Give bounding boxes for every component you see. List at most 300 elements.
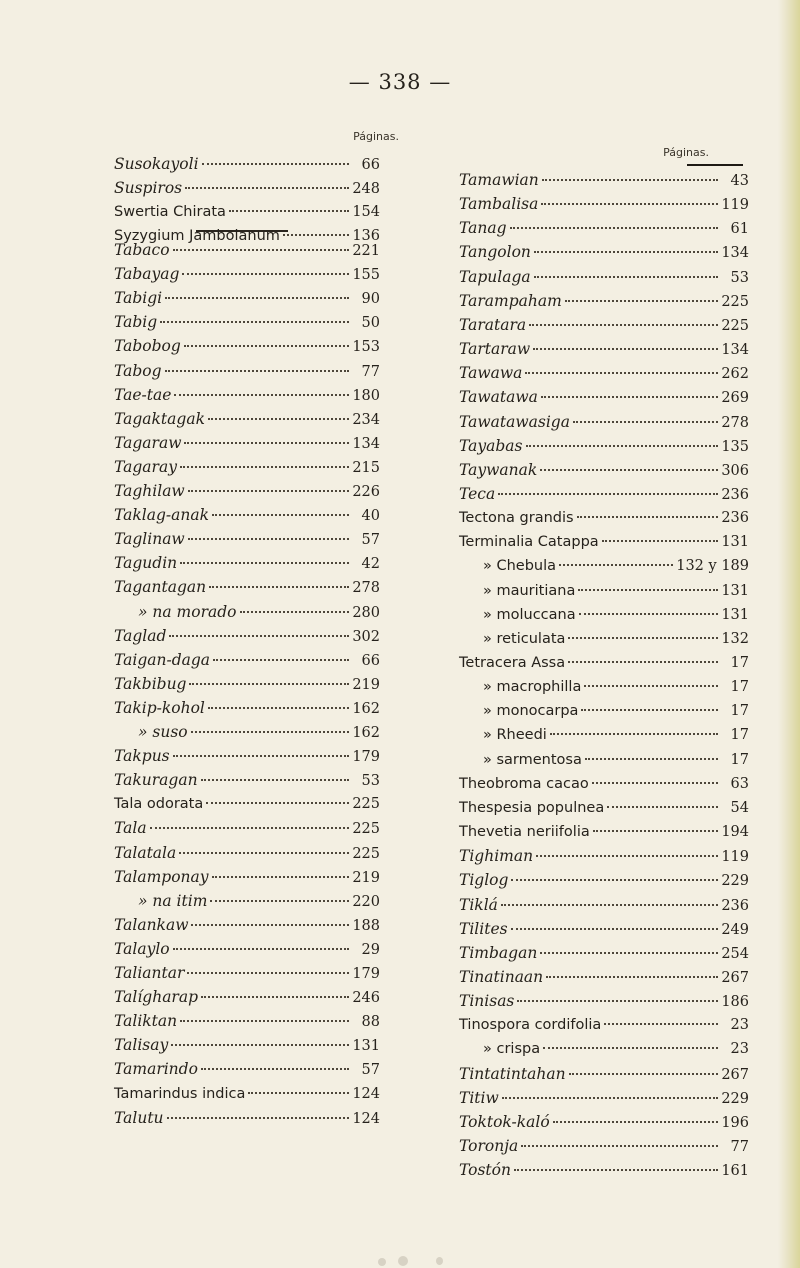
entry-page: 225: [721, 317, 749, 334]
index-entry: [459, 168, 749, 192]
dot-leader: [185, 187, 349, 189]
index-entry: [459, 603, 749, 627]
entry-term: Toronja: [459, 1137, 519, 1155]
index-entry: [459, 1158, 749, 1182]
entry-term: Talígharap: [114, 988, 199, 1007]
dot-leader: [201, 1068, 349, 1070]
dot-leader: [543, 1047, 718, 1049]
entry-page: 134: [721, 342, 749, 359]
index-entry: [459, 868, 749, 892]
entry-page: 236: [721, 510, 749, 527]
entry-term: Taigan-daga: [114, 650, 211, 669]
dot-leader: [514, 1169, 718, 1171]
dot-leader: [578, 589, 718, 591]
entry-page: 153: [352, 339, 380, 356]
entry-term: Taratara: [459, 315, 527, 334]
entry-term: Talamponay: [114, 867, 209, 886]
entry-term: Tae-tae: [114, 385, 172, 404]
entry-term: Tabigi: [114, 289, 163, 308]
dot-leader: [160, 321, 349, 323]
entry-page: 132 y 189: [676, 558, 749, 575]
index-entry: [114, 648, 380, 672]
entry-page: 225: [352, 821, 380, 838]
entry-term: Thevetia neriifolia: [459, 824, 590, 841]
dot-leader: [559, 564, 673, 566]
entry-page: 66: [361, 157, 380, 173]
entry-term: Tangolon: [459, 243, 531, 262]
dot-leader: [208, 418, 349, 420]
entry-term: Tapulaga: [459, 267, 531, 286]
entry-page: 90: [361, 291, 380, 308]
index-entry: [459, 989, 749, 1013]
dot-leader: [565, 300, 718, 302]
index-entry: [459, 361, 749, 385]
index-entry: [459, 1013, 749, 1037]
entry-page: 248: [352, 181, 380, 197]
entry-term: » sarmentosa: [483, 751, 582, 768]
entry-term: Taklag-anak: [114, 506, 209, 525]
entry-term: Taglad: [114, 626, 167, 645]
dot-leader: [179, 852, 349, 854]
entry-term: Tilites: [459, 919, 508, 938]
index-entry: [459, 337, 749, 361]
entry-term: Tagaktagak: [114, 409, 205, 428]
entry-term: Tighiman: [459, 847, 534, 866]
entry-term: Tala odorata: [114, 796, 204, 813]
entry-term: Tamarindo: [114, 1060, 198, 1079]
entry-term: Tartaraw: [459, 340, 531, 359]
dot-leader: [208, 707, 349, 709]
entry-term: » moluccana: [483, 606, 576, 623]
entry-page: 40: [361, 508, 380, 525]
dot-leader: [180, 466, 349, 468]
entry-page: 17: [730, 703, 749, 720]
dot-leader: [174, 394, 349, 396]
index-entry: [459, 530, 749, 554]
entry-page: 162: [352, 725, 380, 741]
entry-page: 236: [721, 486, 749, 503]
dot-leader: [180, 562, 349, 564]
entry-page: 254: [721, 945, 749, 962]
entry-term: Syzygium Jambolanum: [114, 228, 280, 244]
dot-leader: [498, 493, 718, 495]
dot-leader: [209, 586, 349, 588]
index-entry: [114, 672, 380, 696]
dot-leader: [542, 179, 718, 181]
entry-term: Talisay: [114, 1036, 169, 1055]
entry-page: 236: [721, 897, 749, 914]
entry-page: 180: [352, 387, 380, 404]
dot-leader: [593, 830, 718, 832]
dot-leader: [184, 345, 349, 347]
entry-term: Tambalisa: [459, 195, 539, 214]
entry-term: Tawatawa: [459, 388, 538, 407]
entry-page: 179: [352, 749, 380, 766]
entry-term: » monocarpa: [483, 703, 579, 720]
dot-leader: [579, 613, 718, 615]
entry-term: Taliktan: [114, 1012, 178, 1031]
dot-leader: [210, 900, 349, 902]
entry-page: 57: [361, 1062, 380, 1079]
index-entry: [114, 527, 380, 551]
dot-leader: [171, 1044, 349, 1046]
index-entry: [114, 696, 380, 720]
entry-term: Takpus: [114, 747, 170, 766]
entry-term: Tintatintahan: [459, 1064, 566, 1083]
dot-leader: [569, 1073, 718, 1075]
dot-leader: [173, 755, 349, 757]
dot-leader: [584, 685, 718, 687]
index-entry: [114, 768, 380, 792]
entry-term: Tectona grandis: [459, 510, 574, 527]
dot-leader: [526, 445, 719, 447]
entry-page: 131: [721, 606, 749, 623]
dot-leader: [150, 827, 349, 829]
entry-page: 234: [352, 411, 380, 428]
entry-page: 225: [352, 845, 380, 862]
print-speck: [436, 1257, 443, 1265]
print-speck: [398, 1256, 408, 1266]
entry-term: Taghilaw: [114, 482, 185, 500]
index-entry: [114, 383, 380, 407]
dot-leader: [165, 370, 349, 372]
dot-leader: [502, 1097, 718, 1099]
dot-leader: [585, 758, 718, 760]
dot-leader: [568, 661, 718, 663]
entry-page: 226: [352, 484, 380, 500]
index-entry: [459, 265, 749, 289]
entry-term: Tanag: [459, 219, 507, 238]
entry-term: » suso: [138, 723, 188, 741]
entry-page: 131: [721, 534, 749, 551]
index-entry: [114, 359, 380, 383]
index-entry: [114, 841, 380, 865]
entry-page: 225: [352, 796, 380, 813]
index-entry: [114, 286, 380, 310]
entry-page: 57: [361, 532, 380, 549]
dot-leader: [577, 516, 718, 518]
index-entry: [459, 313, 749, 337]
entry-page: 17: [730, 655, 749, 671]
entry-page: 61: [730, 221, 749, 238]
entry-term: Tagudin: [114, 554, 178, 573]
index-entry: [459, 1062, 749, 1086]
entry-page: 278: [352, 580, 380, 597]
entry-page: 131: [352, 1038, 380, 1055]
index-entry: [114, 1082, 380, 1106]
index-entry: [114, 262, 380, 286]
entry-term: Tala: [114, 819, 147, 838]
index-entry: [114, 1009, 380, 1033]
entry-term: Takuragan: [114, 771, 198, 790]
entry-term: Tabobog: [114, 337, 181, 356]
entry-page: 219: [352, 676, 380, 693]
entry-term: Tinospora cordifolia: [459, 1017, 602, 1034]
dot-leader: [553, 1121, 718, 1123]
dot-leader: [187, 972, 349, 974]
entry-term: Talatala: [114, 843, 177, 862]
entry-page: 77: [730, 1139, 749, 1155]
index-entry: [459, 410, 749, 434]
dot-leader: [534, 276, 718, 278]
entry-page: 229: [721, 873, 749, 890]
dot-leader: [188, 490, 349, 492]
entry-term: Thespesia populnea: [459, 799, 605, 816]
entry-page: 161: [721, 1163, 749, 1180]
dot-leader: [240, 611, 350, 613]
dot-leader: [511, 879, 718, 881]
entry-page: 220: [352, 893, 380, 910]
dot-leader: [607, 806, 718, 808]
entry-page: 54: [730, 799, 749, 816]
dot-leader: [541, 203, 718, 205]
entry-term: Tarampaham: [459, 291, 562, 310]
index-entry: [459, 506, 749, 530]
index-entry: [114, 985, 380, 1009]
index-entry: [459, 192, 749, 216]
entry-page: 53: [730, 269, 749, 286]
index-entry: [459, 723, 749, 747]
dot-leader: [212, 876, 349, 878]
index-entry: [114, 624, 380, 648]
dot-leader: [573, 421, 718, 423]
index-entry: [459, 917, 749, 941]
entry-term: Tagantagan: [114, 578, 207, 597]
dot-leader: [568, 637, 718, 639]
index-entry: [114, 200, 380, 224]
entry-page: 42: [361, 556, 380, 573]
entry-term: Talaylo: [114, 939, 170, 958]
index-entry: [114, 1106, 380, 1130]
index-entry: [459, 772, 749, 796]
dot-leader: [201, 779, 349, 781]
dot-leader: [229, 210, 349, 212]
entry-term: Tabayag: [114, 265, 180, 284]
dot-leader: [540, 952, 718, 954]
dot-leader: [517, 1000, 718, 1002]
dot-leader: [165, 297, 349, 299]
entry-term: Tayabas: [459, 436, 523, 455]
index-entry: [114, 575, 380, 599]
entry-page: 229: [721, 1090, 749, 1107]
entry-term: Tiglog: [459, 871, 509, 890]
entry-page: 66: [361, 652, 380, 669]
entry-page: 23: [730, 1017, 749, 1034]
entry-page: 119: [721, 849, 749, 866]
entry-term: Tetracera Assa: [459, 655, 566, 671]
entry-page: 17: [730, 751, 749, 768]
entry-page: 219: [352, 869, 380, 886]
entry-term: Tinatinaan: [459, 967, 544, 986]
entry-term: » na morado: [138, 602, 237, 621]
entry-term: Tinisas: [459, 992, 515, 1011]
entry-term: Tostón: [459, 1161, 511, 1180]
index-entry: [459, 1110, 749, 1134]
dot-leader: [188, 538, 349, 540]
entry-term: Toktok-kaló: [459, 1112, 550, 1131]
entry-term: Teca: [459, 484, 496, 503]
index-entry: [459, 216, 749, 240]
dot-leader: [191, 731, 349, 733]
index-entry: [114, 1057, 380, 1081]
dot-leader: [541, 396, 718, 398]
entry-term: Tabog: [114, 361, 162, 380]
index-entry: [459, 893, 749, 917]
entry-page: 306: [721, 462, 749, 479]
entry-term: Terminalia Catappa: [459, 534, 599, 551]
dot-leader: [248, 1092, 349, 1094]
entry-page: 135: [721, 438, 749, 455]
entry-page: 267: [721, 969, 749, 986]
entry-term: Tabig: [114, 313, 158, 332]
entry-term: Taywanak: [459, 460, 538, 479]
right-column-header: Páginas.: [663, 146, 709, 159]
entry-page: 278: [721, 414, 749, 431]
index-entry: [459, 1037, 749, 1061]
entry-page: 17: [730, 679, 749, 696]
index-entry: [459, 627, 749, 651]
index-entry: [114, 1033, 380, 1057]
dot-leader: [521, 1145, 718, 1147]
entry-term: Tagaraw: [114, 433, 182, 452]
entry-term: Tamarindus indica: [114, 1085, 246, 1102]
entry-term: Susokayoli: [114, 155, 199, 173]
entry-term: Titiw: [459, 1088, 499, 1107]
index-entry: [459, 482, 749, 506]
entry-term: Swertia Chirata: [114, 204, 226, 220]
entry-term: Talutu: [114, 1108, 164, 1127]
entry-page: 302: [352, 628, 380, 645]
dot-leader: [169, 635, 349, 637]
index-entry: [114, 455, 380, 479]
dot-leader: [213, 659, 349, 661]
dot-leader: [533, 348, 718, 350]
entry-term: Tiklá: [459, 895, 498, 914]
dot-leader: [550, 733, 718, 735]
entry-page: 186: [721, 994, 749, 1011]
index-entry: [114, 865, 380, 889]
dot-leader: [167, 1117, 349, 1119]
index-entry: [459, 820, 749, 844]
index-entry: [459, 699, 749, 723]
index-entry: [114, 431, 380, 455]
entry-term: » macrophilla: [483, 679, 582, 696]
entry-term: Suspiros: [114, 179, 183, 197]
entry-page: 154: [352, 204, 380, 220]
entry-page: 43: [730, 173, 749, 189]
entry-page: 179: [352, 966, 380, 982]
entry-page: 215: [352, 459, 380, 476]
entry-page: 155: [352, 267, 380, 284]
index-entry: [114, 937, 380, 961]
dot-leader: [191, 924, 349, 926]
dot-leader: [536, 855, 718, 857]
dot-leader: [602, 540, 718, 542]
entry-term: Takbibug: [114, 674, 187, 693]
entry-term: » mauritiana: [483, 582, 576, 599]
entry-term: » Rheedi: [483, 727, 547, 744]
index-entry: [114, 503, 380, 527]
index-entry: [459, 385, 749, 409]
entry-page: 88: [361, 1014, 380, 1031]
page-number: — 338 —: [348, 70, 452, 94]
index-entry: [114, 152, 380, 176]
entry-page: 17: [730, 727, 749, 744]
header-rule: [687, 164, 743, 166]
entry-term: Tamawian: [459, 171, 539, 189]
index-entry: [114, 310, 380, 334]
entry-page: 280: [352, 604, 380, 621]
entry-page: 63: [730, 775, 749, 792]
index-entry: [459, 554, 749, 578]
index-entry: [459, 941, 749, 965]
entry-term: Tabaco: [114, 241, 170, 259]
index-entry: [459, 844, 749, 868]
entry-page: 124: [352, 1110, 380, 1127]
entry-page: 196: [721, 1114, 749, 1131]
index-entry: [114, 720, 380, 744]
dot-leader: [189, 683, 349, 685]
entry-page: 188: [352, 917, 380, 934]
index-entry: [114, 792, 380, 816]
index-entry: [114, 961, 380, 985]
index-entry: [114, 551, 380, 575]
entry-term: Tawatawasiga: [459, 412, 570, 431]
print-speck: [378, 1258, 386, 1266]
entry-page: 225: [721, 293, 749, 310]
entry-term: Theobroma cacao: [459, 775, 589, 792]
entry-page: 50: [361, 315, 380, 332]
entry-page: 249: [721, 921, 749, 938]
entry-page: 246: [352, 990, 380, 1007]
entry-page: 29: [361, 941, 380, 958]
entry-page: 134: [721, 245, 749, 262]
entry-page: 162: [352, 700, 380, 717]
entry-page: 119: [721, 197, 749, 214]
dot-leader: [525, 372, 718, 374]
index-entry: [459, 579, 749, 603]
entry-term: » Chebula: [483, 558, 557, 575]
index-entry: [459, 796, 749, 820]
index-entry: [114, 744, 380, 768]
dot-leader: [201, 996, 349, 998]
entry-term: Takip-kohol: [114, 698, 205, 717]
index-entry: [459, 1086, 749, 1110]
index-entry: [459, 240, 749, 264]
dot-leader: [206, 802, 349, 804]
entry-page: 194: [721, 824, 749, 841]
index-entry: [459, 289, 749, 313]
dot-leader: [581, 709, 718, 711]
entry-term: Tagaray: [114, 457, 177, 476]
entry-page: 221: [352, 243, 380, 259]
entry-term: Talankaw: [114, 915, 189, 934]
entry-term: » crispa: [483, 1041, 541, 1058]
left-column-header: Páginas.: [353, 130, 399, 143]
index-entry: [459, 458, 749, 482]
dot-leader: [546, 976, 718, 978]
dot-leader: [501, 904, 718, 906]
index-entry: [114, 816, 380, 840]
entry-page: 131: [721, 582, 749, 599]
entry-page: 53: [361, 773, 380, 790]
dot-leader: [604, 1023, 718, 1025]
index-entry: [114, 176, 380, 200]
entry-page: 134: [352, 435, 380, 452]
entry-page: 23: [730, 1041, 749, 1058]
dot-leader: [182, 273, 349, 275]
entry-page: 124: [352, 1085, 380, 1102]
